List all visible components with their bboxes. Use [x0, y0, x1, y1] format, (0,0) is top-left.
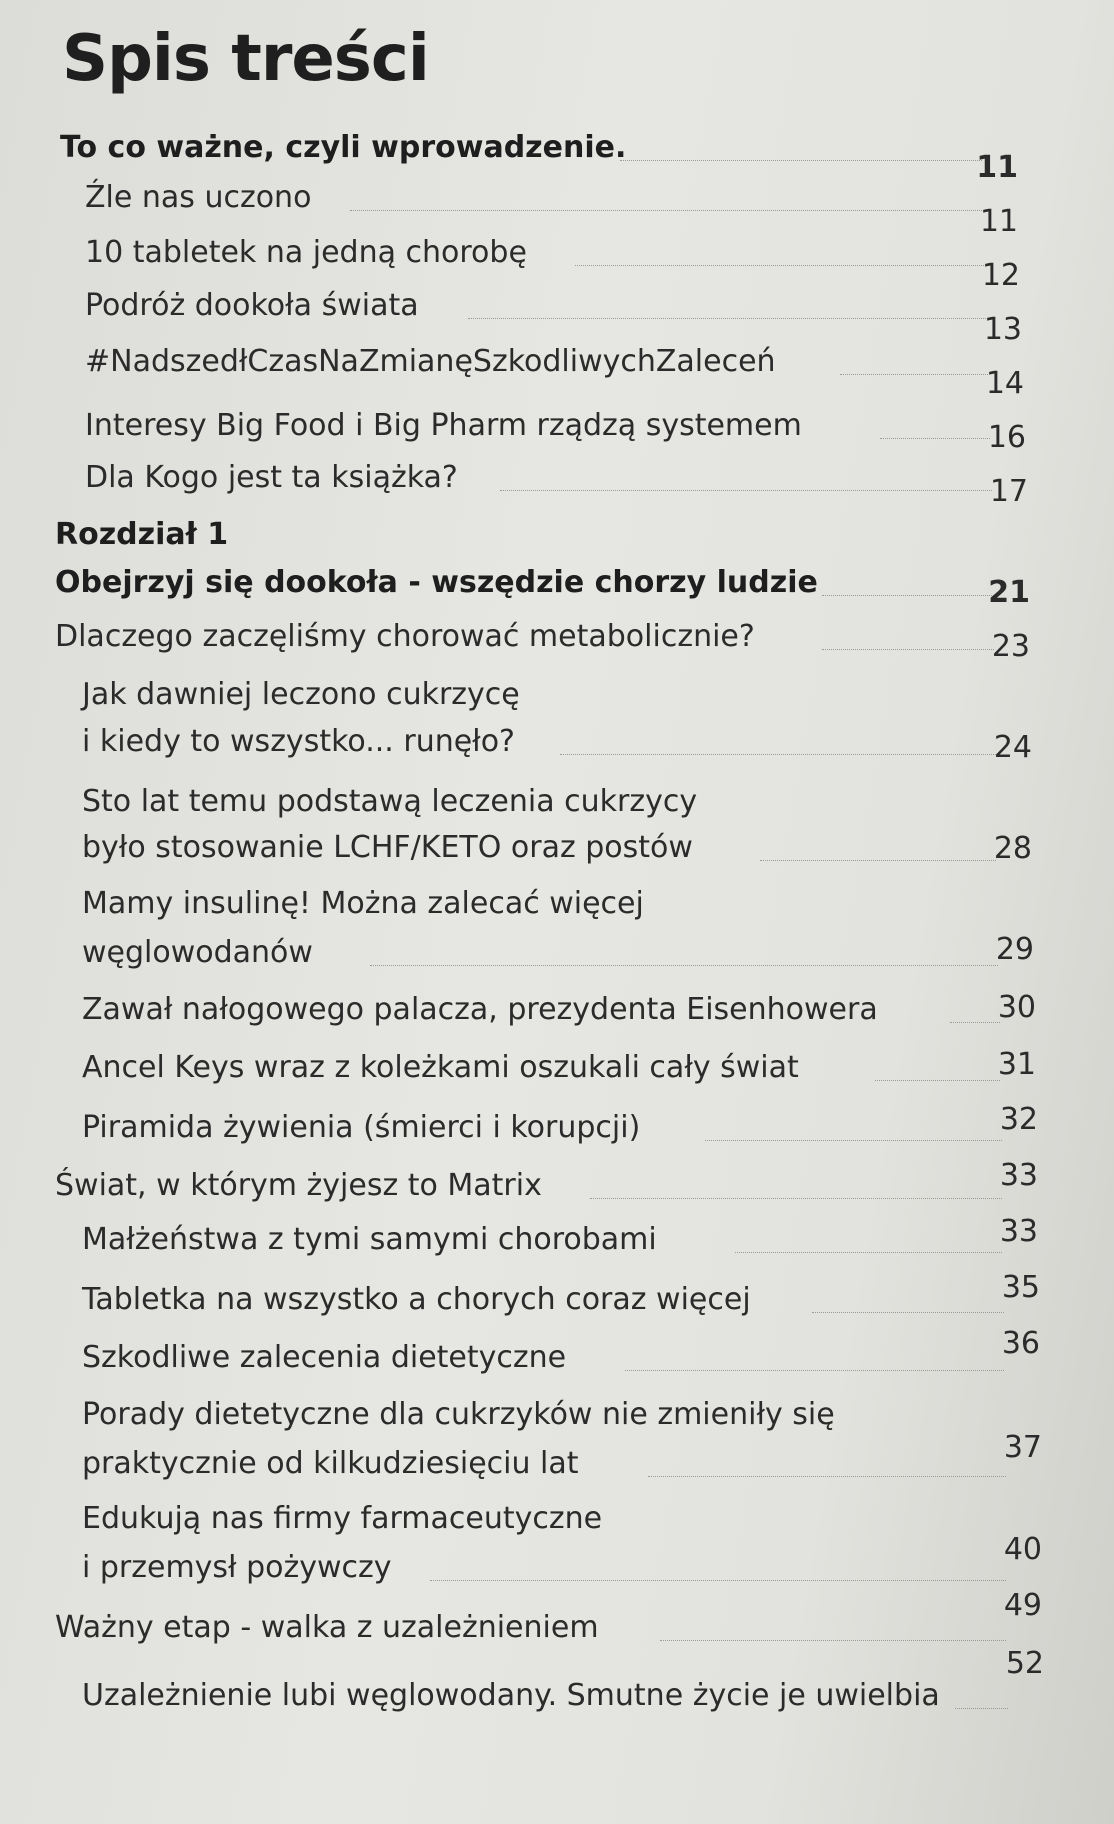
toc-entry-title: Dla Kogo jest ta książka? [85, 460, 458, 495]
toc-page-number: 28 [993, 831, 1032, 866]
toc-page-number: 21 [988, 575, 1030, 610]
toc-page-number: 23 [991, 629, 1030, 664]
toc-page-number: 24 [993, 730, 1032, 765]
toc-entry-title: praktycznie od kilkudziesięciu lat [82, 1446, 579, 1481]
toc-entry-title: 10 tabletek na jedną chorobę [85, 235, 527, 270]
toc-entry-title: Zawał nałogowego palacza, prezydenta Eisenhowera [82, 992, 878, 1027]
dot-leader [660, 1640, 1006, 1641]
toc-entry-title: było stosowanie LCHF/KETO oraz postów [82, 830, 693, 865]
dot-leader [590, 1198, 1002, 1199]
toc-entry-title: i kiedy to wszystko... runęło? [82, 724, 515, 759]
dot-leader [575, 265, 984, 266]
toc-entry-title: To co ważne, czyli wprowadzenie. [60, 130, 627, 165]
toc-entry-title: Małżeństwa z tymi samymi chorobami [82, 1222, 657, 1257]
toc-entry-title: Obejrzyj się dookoła - wszędzie chorzy ludzie [55, 565, 818, 600]
toc-page-number: 33 [999, 1158, 1038, 1193]
toc-entry-title: Sto lat temu podstawą leczenia cukrzycy [82, 784, 698, 819]
toc-entry-title: i przemysł pożywczy [82, 1550, 392, 1585]
toc-page-number: 12 [981, 258, 1020, 293]
page-title: Spis treści [62, 22, 429, 96]
toc-page-number: 11 [976, 150, 1018, 185]
toc-entry-title: Jak dawniej leczono cukrzycę [82, 677, 520, 712]
dot-leader [735, 1252, 1002, 1253]
dot-leader [955, 1708, 1008, 1709]
toc-entry-title: Szkodliwe zalecenia dietetyczne [82, 1340, 567, 1375]
toc-page-number: 16 [987, 420, 1026, 455]
toc-entry-title: Edukują nas firmy farmaceutyczne [82, 1501, 603, 1536]
toc-entry-title: Mamy insulinę! Można zalecać więcej [82, 886, 644, 921]
toc-entry-title: Porady dietetyczne dla cukrzyków nie zmieniły się [82, 1397, 835, 1432]
toc-page-number: 52 [1005, 1646, 1044, 1681]
toc-page-number: 49 [1003, 1588, 1042, 1623]
toc-entry-title: Źle nas uczono [85, 180, 312, 215]
toc-page-number: 36 [1001, 1326, 1040, 1361]
dot-leader [648, 1476, 1006, 1477]
toc-entry-title: Ancel Keys wraz z koleżkami oszukali cały świat [82, 1050, 799, 1085]
toc-entry-title: Świat, w którym żyjesz to Matrix [55, 1168, 542, 1203]
toc-page-number: 37 [1003, 1430, 1042, 1465]
dot-leader [625, 1370, 1004, 1371]
toc-entry-title: Podróż dookoła świata [85, 288, 419, 323]
toc-page-number: 14 [985, 366, 1024, 401]
dot-leader [760, 860, 996, 861]
toc-entry-title: węglowodanów [82, 935, 313, 970]
dot-leader [430, 1580, 1006, 1581]
toc-page-number: 35 [1001, 1270, 1040, 1305]
dot-leader [620, 160, 982, 161]
dot-leader [500, 490, 992, 491]
dot-leader [370, 965, 998, 966]
toc-entry-title: Interesy Big Food i Big Pharm rządzą systemem [85, 408, 802, 443]
toc-page-number: 17 [989, 474, 1028, 509]
dot-leader [468, 318, 986, 319]
toc-entry-title: Dlaczego zaczęliśmy chorować metabolicznie? [55, 619, 755, 654]
toc-page-number: 30 [997, 990, 1036, 1025]
toc-entry-title: Piramida żywienia (śmierci i korupcji) [82, 1110, 641, 1145]
toc-page-number: 13 [983, 312, 1022, 347]
toc-entry-title: Uzależnienie lubi węglowodany. Smutne życie je uwielbia [82, 1678, 940, 1713]
dot-leader [705, 1140, 1002, 1141]
toc-entry-title: Tabletka na wszystko a chorych coraz więcej [82, 1282, 751, 1317]
toc-page-number: 32 [999, 1102, 1038, 1137]
toc-page-number: 31 [997, 1047, 1036, 1082]
toc-page-number: 33 [999, 1214, 1038, 1249]
toc-page-number: 11 [979, 204, 1018, 239]
toc-entry-title: Rozdział 1 [55, 517, 229, 552]
toc-page-number: 29 [995, 932, 1034, 967]
toc-page-number: 40 [1003, 1532, 1042, 1567]
toc-entry-title: Ważny etap - walka z uzależnieniem [55, 1610, 599, 1645]
dot-leader [560, 754, 996, 755]
dot-leader [350, 210, 982, 211]
toc-entry-title: #NadszedłCzasNaZmianęSzkodliwychZaleceń [85, 344, 776, 379]
dot-leader [812, 1312, 1004, 1313]
